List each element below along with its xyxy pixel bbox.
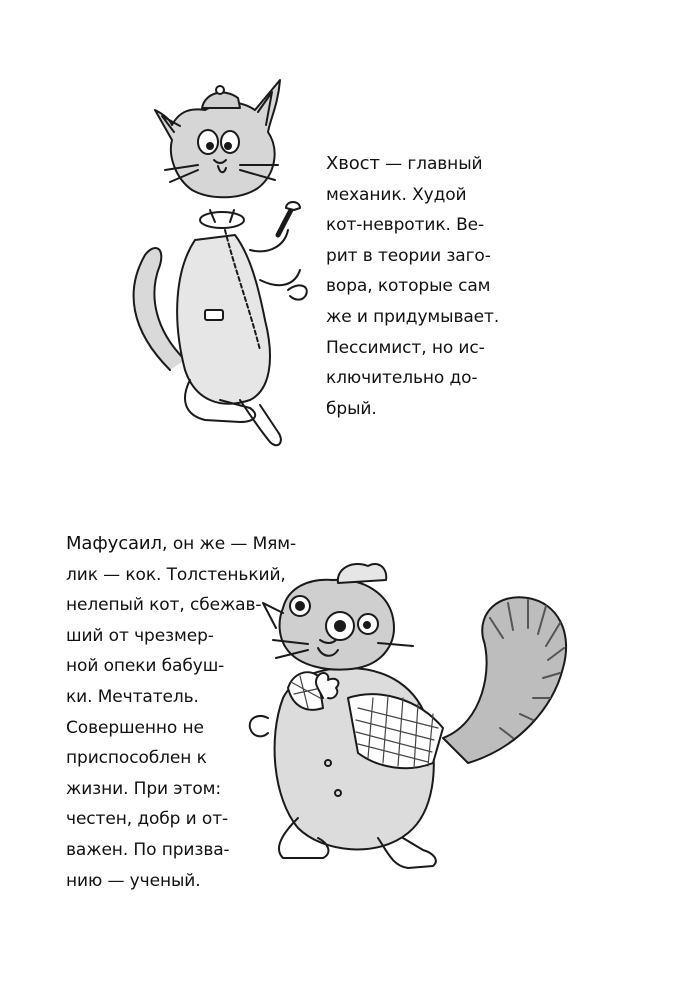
description-line: Мафусаил, он же — Мям- [66, 533, 297, 554]
description-line: же и придумывает. [326, 306, 500, 327]
description-line: лик — кок. Толстенький, [66, 564, 286, 585]
character-name: Мафусаил, [66, 533, 168, 554]
description-line: Совершенно не [66, 717, 204, 738]
description-line: важен. По призва- [66, 839, 230, 860]
character-name: Хвост [326, 153, 380, 174]
description-line: ключительно до- [326, 368, 478, 389]
description-line: Пессимист, но ис- [326, 337, 485, 358]
description-line: нелепый кот, сбежав- [66, 595, 262, 616]
character-description-mafusail [66, 529, 301, 896]
description-line: ший от чрезмер- [66, 625, 214, 646]
description-line: вора, которые сам [326, 276, 491, 297]
description-line: механик. Худой [326, 184, 467, 205]
description-line: честен, добр и от- [66, 809, 229, 830]
description-line: рит в теории заго- [326, 245, 491, 266]
description-line: ки. Мечтатель. [66, 686, 199, 707]
description-line: нию — ученый. [66, 870, 201, 891]
description-line: кот-невротик. Ве- [326, 215, 485, 236]
description-line: жизни. При этом: [66, 778, 221, 799]
description-line: ной опеки бабуш- [66, 656, 225, 677]
description-line: Хвост — главный [326, 153, 483, 174]
character-description-khvost [326, 149, 516, 424]
description-line: брый. [326, 398, 377, 419]
thin-cat-mechanic-illustration [110, 70, 315, 460]
description-line: приспособлен к [66, 748, 207, 769]
